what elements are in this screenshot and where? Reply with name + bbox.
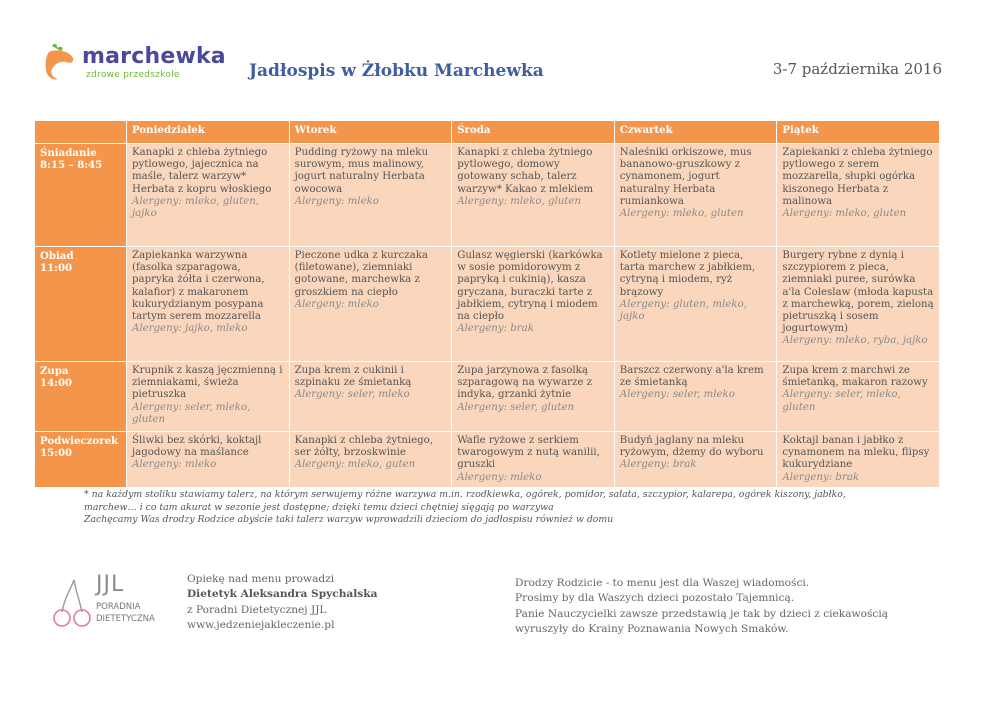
dietician-info: [187, 572, 377, 633]
table-header-row: [35, 121, 940, 144]
allergens: Alergeny: brak: [457, 323, 534, 335]
footnote: [84, 489, 934, 527]
dish-text: Pieczone udka z kurczaka (filetowane), ziemniaki gotowane, marchewka z groszkiem na ciepło: [294, 250, 428, 298]
dish-cell: [777, 144, 940, 247]
dish-text: Kanapki z chleba żytniego, ser żółty, brzoskwinie: [294, 435, 434, 459]
meal-name: Śniadanie: [40, 147, 97, 159]
meal-label: [35, 144, 127, 247]
table-row: [35, 144, 940, 247]
allergens: Alergeny: seler, mleko, gluten: [132, 401, 251, 425]
allergens: Alergeny: mleko, gluten: [619, 208, 744, 220]
footnote-line: Zachęcamy Was drodzy Rodzice abyście taki talerz warzyw wprowadzili dzieciom do jadłospisu również w domu: [84, 514, 614, 526]
dietician-line: Opiekę nad menu prowadzi: [187, 573, 335, 585]
dish-cell: [452, 362, 615, 432]
dish-text: Krupnik z kaszą jęczmienną i ziemniakami, świeża pietruszka: [132, 365, 283, 401]
brand-tagline: zdrowe przedszkole: [86, 70, 180, 80]
allergens: Alergeny: gluten, mleko, jajko: [619, 298, 747, 323]
allergens: Alergeny: mleko: [294, 195, 379, 207]
dish-text: Budyń jaglany na mleku ryżowym, dżemy do wyboru: [619, 435, 764, 459]
meal-time: 11:00: [40, 262, 73, 275]
jjl-letters: JJL: [96, 572, 125, 597]
header-friday: Piątek: [777, 121, 940, 144]
dish-cell: [614, 247, 777, 362]
dish-text: Kanapki z chleba żytniego pytlowego, jajecznica na maśle, talerz warzyw* Herbata z kopru włoskiego: [132, 147, 272, 195]
jjl-line2: DIETETYCZNA: [96, 614, 155, 624]
table-row: [35, 362, 940, 432]
allergens: Alergeny: jajko, mleko: [132, 323, 248, 335]
dish-cell: [777, 432, 940, 488]
dish-text: Kanapki z chleba żytniego pytlowego, domowy gotowany schab, talerz warzyw* Kakao z mlekiem: [457, 147, 594, 195]
dish-cell: [614, 362, 777, 432]
allergens: Alergeny: mleko: [294, 298, 379, 310]
header-wednesday: Środa: [452, 121, 615, 144]
cherries-icon: [52, 578, 94, 630]
allergens: Alergeny: mleko, gluten, jajko: [132, 195, 260, 220]
dish-text: Zapiekanka warzywna (fasolka szparagowa, papryka żółta i czerwona, kalafior) z makaronem kukurydzianym posypana tartym serem mozzarella: [132, 250, 265, 323]
allergens: Alergeny: mleko, gluten: [782, 208, 907, 220]
header-thursday: Czwartek: [614, 121, 777, 144]
dietician-url: www.jedzeniejakleczenie.pl: [187, 618, 335, 631]
meal-name: Podwieczorek: [40, 435, 119, 447]
dish-text: Zupa jarzynowa z fasolką szparagową na wywarze z indyka, grzanki żytnie: [457, 365, 593, 401]
marchewka-logo: [44, 40, 234, 86]
menu-date: 3-7 października 2016: [772, 60, 942, 78]
allergens: Alergeny: mleko: [457, 471, 542, 483]
dish-text: Śliwki bez skórki, koktajl jagodowy na maślance: [132, 435, 262, 459]
dish-text: Burgery rybne z dynią i szczypiorem z pieca, ziemniaki puree, surówka a'la Coleslaw (młoda kapusta z marchewką, porem, zieloną pietruszką i sosem jogurtowym): [782, 250, 934, 335]
dish-cell: [127, 247, 290, 362]
dish-cell: [127, 362, 290, 432]
meal-label: [35, 432, 127, 488]
dish-cell: [614, 144, 777, 247]
dish-cell: [777, 247, 940, 362]
dish-cell: [452, 247, 615, 362]
meal-time: 8:15 – 8:45: [40, 159, 103, 172]
dish-text: Naleśniki orkiszowe, mus bananowo-gruszkowy z cynamonem, jogurt naturalny Herbata rumiankowa: [619, 147, 752, 207]
brand-name: marchewka: [82, 44, 226, 69]
meal-label: [35, 247, 127, 362]
menu-table: [34, 120, 940, 488]
dish-cell: [127, 144, 290, 247]
carrot-icon: [44, 42, 78, 82]
jjl-line1: PORADNIA: [96, 602, 141, 612]
dish-text: Gulasz węgierski (karkówka w sosie pomidorowym z papryką i cukinią), kasza gryczana, buraczki tarte z jabłkiem, cytryną i miodem na ciepło: [457, 250, 603, 323]
allergens: Alergeny: mleko, ryba, jajko: [782, 335, 928, 347]
allergens: Alergeny: brak: [782, 471, 860, 483]
table-row: [35, 432, 940, 488]
dish-cell: [452, 144, 615, 247]
parents-line: Panie Nauczycielki zawsze przedstawią je tak by dzieci z ciekawością: [515, 607, 889, 620]
allergens: Alergeny: mleko: [132, 459, 217, 471]
allergens: Alergeny: seler, gluten: [457, 401, 575, 413]
meal-time: 14:00: [40, 377, 73, 390]
header-tuesday: Wtorek: [289, 121, 452, 144]
allergens: Alergeny: seler, mleko: [294, 389, 410, 401]
footnote-line: * na każdym stoliku stawiamy talerz, na którym serwujemy różne warzywa m.in. rzodkiewka, ogórek, pomidor, sałata, szczypior, kalarepa, ogórek kiszony, jabłko,: [84, 489, 846, 500]
jjl-logo: [52, 572, 182, 632]
meal-label: [35, 362, 127, 432]
dish-text: Pudding ryżowy na mleku surowym, mus malinowy, jogurt naturalny Herbata owocowa: [294, 147, 429, 195]
dish-cell: [289, 144, 452, 247]
meal-time: 15:00: [40, 447, 73, 460]
allergens: Alergeny: mleko, guten: [294, 459, 416, 471]
parents-line: Drodzy Rodzicie - to menu jest dla Waszej wiadomości.: [515, 577, 810, 589]
dish-text: Wafle ryżowe z serkiem twarogowym z nutą wanilii, gruszki: [457, 435, 600, 471]
page-title: Jadłospis w Żłobku Marchewka: [249, 61, 544, 81]
allergens: Alergeny: brak: [619, 459, 697, 471]
dietician-line: z Poradni Dietetycznej JJL: [187, 603, 327, 616]
footnote-line: marchew… i co tam akurat w sezonie jest dostępne; dzięki temu dzieci chętniej sięgają po warzywa: [84, 501, 554, 513]
meal-name: Zupa: [40, 365, 69, 377]
dish-cell: [452, 432, 615, 488]
dish-text: Barszcz czerwony a'la krem ze śmietanką: [619, 365, 764, 389]
dish-cell: [127, 432, 290, 488]
meal-name: Obiad: [40, 250, 74, 262]
dish-text: Zupa krem z cukinii i szpinaku ze śmietanką: [294, 365, 412, 389]
dish-cell: [289, 362, 452, 432]
dish-text: Koktajl banan i jabłko z cynamonem na mleku, flipsy kukurydziane: [782, 435, 930, 471]
dietician-name: Dietetyk Aleksandra Spychalska: [187, 588, 378, 601]
dish-cell: [614, 432, 777, 488]
allergens: Alergeny: seler, mleko: [619, 389, 735, 401]
dish-cell: [289, 247, 452, 362]
parents-note: [515, 576, 888, 637]
dish-text: Kotlety mielone z pieca, tarta marchew z jabłkiem, cytryną i miodem, ryż brązowy: [619, 250, 756, 298]
allergens: Alergeny: seler, mleko, gluten: [782, 389, 901, 413]
header-meal: [35, 121, 127, 144]
dish-cell: [289, 432, 452, 488]
allergens: Alergeny: mleko, gluten: [457, 195, 581, 207]
dish-text: Zapiekanki z chleba żytniego pytlowego z serem mozzarella, słupki ogórka kiszonego Herbata z malinowa: [782, 147, 933, 207]
header-monday: Poniedziałek: [127, 121, 290, 144]
dish-text: Zupa krem z marchwi ze śmietanką, makaron razowy: [782, 365, 928, 389]
parents-line: Prosimy by dla Waszych dzieci pozostało Tajemnicą.: [515, 592, 795, 605]
parents-line: wyruszyły do Krainy Poznawania Nowych Smaków.: [515, 622, 789, 635]
table-row: [35, 247, 940, 362]
dish-cell: [777, 362, 940, 432]
